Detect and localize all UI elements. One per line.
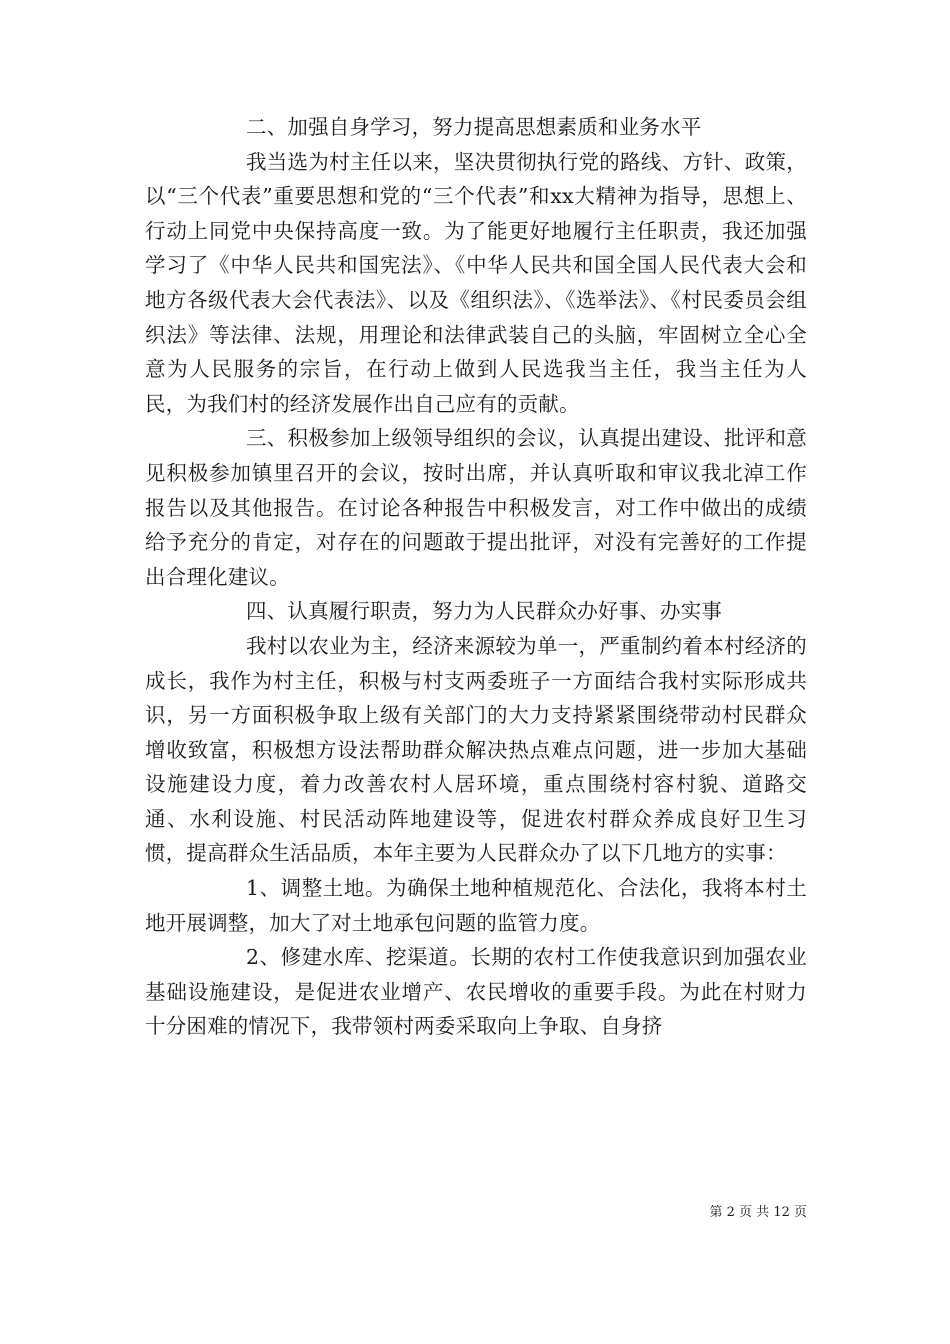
section-heading-4: 四、认真履行职责，努力为人民群众办好事、办实事 [246,599,723,624]
document-body [145,110,807,1044]
paragraph-meetings: 三、积极参加上级领导组织的会议，认真提出建设、批评和意见积极参加镇里召开的会议，按时出席，并认真听取和审议我北淖工作报告以及其他报告。在讨论各种报告中积极发言，对工作中做出的成绩给予充分的肯定，对存在的问题敢于提出批评，对没有完善好的工作提出合理化建议。 [145,426,807,589]
paragraph-village-economy: 我村以农业为主，经济来源较为单一，严重制约着本村经济的成长，我作为村主任，积极与村支两委班子一方面结合我村实际形成共识，另一方面积极争取上级有关部门的大力支持紧紧围绕带动村民群众增收致富，积极想方设法帮助群众解决热点难点问题，进一步加大基础设施建设力度，着力改善农村人居环境，重点围绕村容村貌、道路交通、水利设施、村民活动阵地建设等，促进农村群众养成良好卫生习惯，提高群众生活品质，本年主要为人民群众办了以下几地方的实事： [145,633,807,866]
list-item-reservoir: 2、修建水库、挖渠道。长期的农村工作使我意识到加强农业基础设施建设，是促进农业增产、农民增收的重要手段。为此在村财力十分困难的情况下，我带领村两委采取向上争取、自身挤 [145,945,807,1039]
page-number-footer: 第 2 页 共 12 页 [709,1205,807,1220]
list-item-land-adjustment: 1、调整土地。为确保土地种植规范化、合法化，我将本村土地开展调整，加大了对土地承包问题的监管力度。 [145,876,807,935]
section-heading-2: 二、加强自身学习，努力提高思想素质和业务水平 [246,115,702,139]
paragraph-study: 我当选为村主任以来，坚决贯彻执行党的路线、方针、政策，以“三个代表”重要思想和党的“三个代表”和xx大精神为指导，思想上、行动上同党中央保持高度一致。为了能更好地履行主任职责，我还加强学习了《中华人民共和国宪法》、《中华人民共和国全国人民代表大会和地方各级代表大会代表法》、以及《组织法》、《选举法》、《村民委员会组织法》等法律、法规，用理论和法律武装自己的头脑，牢固树立全心全意为人民服务的宗旨，在行动上做到人民选我当主任，我当主任为人民，为我们村的经济发展作出自己应有的贡献。 [145,149,807,416]
